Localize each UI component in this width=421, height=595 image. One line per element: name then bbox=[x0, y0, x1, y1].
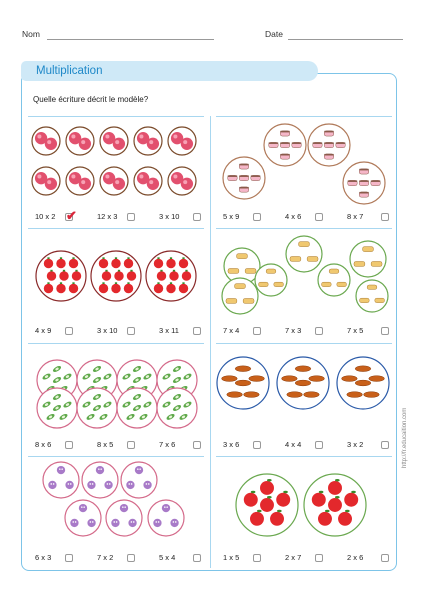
answer-row bbox=[0, 212, 421, 224]
answer-checkbox[interactable] bbox=[381, 327, 389, 335]
picture-bread bbox=[222, 236, 388, 314]
answer-label: 8 x 5 bbox=[97, 440, 114, 449]
answer-label: 12 x 3 bbox=[97, 212, 118, 221]
answer-label: 3 x 11 bbox=[159, 326, 179, 335]
answer-label: 2 x 6 bbox=[347, 553, 364, 562]
answer-checkbox[interactable] bbox=[253, 213, 261, 221]
answer-label: 7 x 6 bbox=[159, 440, 176, 449]
answer-label: 7 x 2 bbox=[97, 553, 114, 562]
answer-checkbox[interactable] bbox=[381, 213, 389, 221]
answer-label: 3 x 2 bbox=[347, 440, 364, 449]
answer-checkbox[interactable] bbox=[315, 213, 323, 221]
picture-cake bbox=[223, 124, 385, 204]
page-title: Multiplication bbox=[36, 65, 103, 77]
answer-checkbox[interactable] bbox=[253, 554, 261, 562]
picture-monster bbox=[43, 462, 184, 536]
answer-label: 7 x 3 bbox=[285, 326, 302, 335]
answer-label: 10 x 2 bbox=[35, 212, 56, 221]
picture-candy bbox=[37, 360, 197, 428]
name-label: Nom bbox=[22, 29, 40, 39]
answer-row bbox=[0, 553, 421, 565]
answer-label: 6 x 3 bbox=[35, 553, 52, 562]
answer-checkbox[interactable] bbox=[315, 327, 323, 335]
answer-label: 3 x 10 bbox=[97, 326, 118, 335]
answer-row bbox=[0, 326, 421, 338]
answer-checkbox[interactable] bbox=[315, 441, 323, 449]
picture-sausage bbox=[217, 357, 389, 409]
answer-label: 8 x 7 bbox=[347, 212, 364, 221]
answer-checkbox[interactable] bbox=[381, 441, 389, 449]
answer-checkbox[interactable] bbox=[253, 441, 261, 449]
picture-strawberry bbox=[36, 251, 196, 301]
answer-checkbox[interactable] bbox=[315, 554, 323, 562]
answer-label: 4 x 9 bbox=[35, 326, 52, 335]
check-icon: ✔ bbox=[66, 208, 77, 223]
answer-label: 3 x 10 bbox=[159, 212, 180, 221]
question-text: Quelle écriture décrit le modèle? bbox=[33, 95, 149, 104]
side-url: http://fr.educaition.com bbox=[402, 407, 408, 468]
answer-row bbox=[0, 440, 421, 452]
answer-label: 7 x 4 bbox=[223, 326, 240, 335]
answer-label: 1 x 5 bbox=[223, 553, 240, 562]
answer-checkbox[interactable] bbox=[381, 554, 389, 562]
answer-label: 7 x 5 bbox=[347, 326, 364, 335]
date-label: Date bbox=[265, 29, 283, 39]
answer-label: 4 x 4 bbox=[285, 440, 302, 449]
answer-label: 5 x 9 bbox=[223, 212, 240, 221]
answer-label: 3 x 6 bbox=[223, 440, 240, 449]
picture-apple bbox=[236, 474, 366, 536]
answer-checkbox[interactable] bbox=[253, 327, 261, 335]
answer-label: 5 x 4 bbox=[159, 553, 176, 562]
answer-label: 4 x 6 bbox=[285, 212, 302, 221]
picture-pink-fruit bbox=[32, 127, 196, 195]
answer-label: 2 x 7 bbox=[285, 553, 302, 562]
answer-label: 8 x 6 bbox=[35, 440, 52, 449]
